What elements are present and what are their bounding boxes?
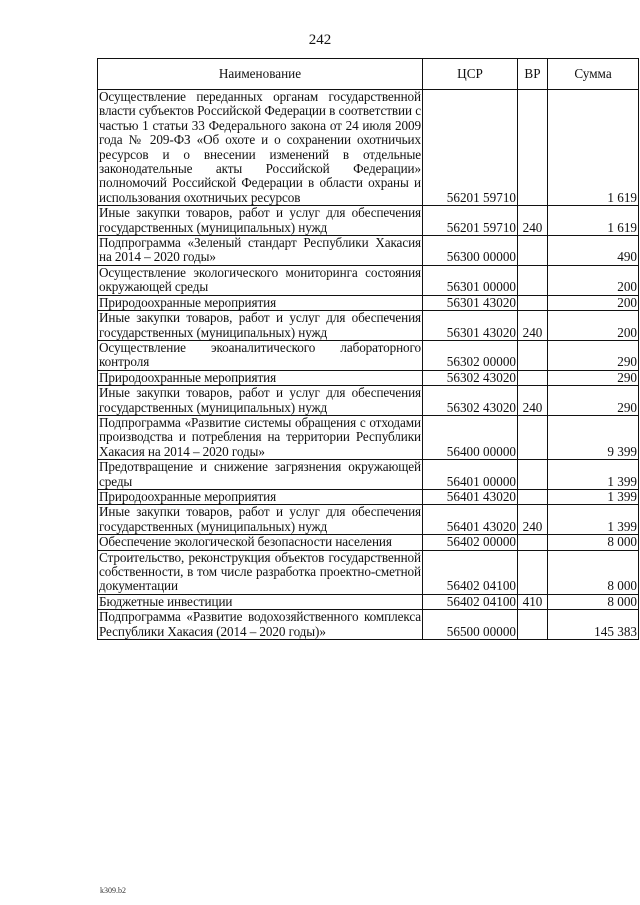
cell-vr: [518, 295, 548, 310]
cell-name: Природоохранные мероприятия: [98, 489, 423, 504]
cell-sum: 290: [548, 386, 639, 416]
page-number: 242: [308, 32, 332, 48]
table-row: [98, 386, 639, 416]
cell-sum: 8 000: [548, 550, 639, 594]
cell-csr: 56302 43020: [423, 370, 518, 385]
cell-csr: 56400 00000: [423, 415, 518, 459]
cell-vr: [518, 265, 548, 295]
header-sum: Сумма: [548, 59, 639, 90]
cell-csr: 56302 00000: [423, 340, 518, 370]
table-header-row: [98, 59, 639, 90]
cell-vr: 240: [518, 311, 548, 341]
cell-csr: 56201 59710: [423, 90, 518, 206]
footer-mark: k309.b2: [100, 886, 126, 895]
cell-csr: 56401 43020: [423, 489, 518, 504]
cell-name: Строительство, реконструкция объектов государственной собственности, в том числе разработка проектно-сметной документации: [99, 549, 421, 594]
cell-sum: 290: [548, 370, 639, 385]
cell-sum: 200: [548, 265, 639, 295]
cell-sum: 1 619: [548, 90, 639, 206]
table-row: [98, 594, 639, 609]
cell-name: Осуществление переданных органам государственной власти субъектов Российской Федерации в соответствии с частью 1 статьи 33 Федерального закона от 24 июля 2009 года № 209-ФЗ «Об охоте и о сохранении охотничьих ресурсов и о внесении изменений в отдельные законодательные акты Российской Федерации» полномочий Российской Федерации в области охраны и использования охотничьих ресурсов: [99, 89, 421, 205]
cell-csr: 56301 43020: [423, 311, 518, 341]
cell-sum: 200: [548, 295, 639, 310]
table-row: [98, 505, 639, 535]
cell-vr: [518, 610, 548, 640]
cell-vr: [518, 90, 548, 206]
cell-sum: 145 383: [548, 610, 639, 640]
cell-name: Природоохранные мероприятия: [98, 370, 423, 385]
header-vr: ВР: [518, 59, 548, 90]
cell-name: Иные закупки товаров, работ и услуг для обеспечения государственных (муниципальных) нужд: [99, 385, 421, 415]
cell-sum: 490: [548, 236, 639, 266]
cell-sum: 8 000: [548, 594, 639, 609]
table-row: [98, 311, 639, 341]
cell-vr: [518, 415, 548, 459]
cell-name: Осуществление экоаналитического лабораторного контроля: [99, 339, 421, 370]
cell-csr: 56500 00000: [423, 610, 518, 640]
cell-name: Подпрограмма «Развитие системы обращения с отходами производства и потребления на территории Республики Хакасия на 2014 – 2020 годы»: [99, 414, 421, 459]
cell-vr: 240: [518, 206, 548, 236]
cell-csr: 56402 04100: [423, 550, 518, 594]
cell-name: Иные закупки товаров, работ и услуг для обеспечения государственных (муниципальных) нужд: [99, 205, 421, 235]
cell-sum: 1 399: [548, 505, 639, 535]
cell-vr: 240: [518, 505, 548, 535]
table-row: [98, 460, 639, 490]
table-row: [98, 265, 639, 295]
table-row: [98, 610, 639, 640]
table-row: [98, 236, 639, 266]
cell-csr: 56201 59710: [423, 206, 518, 236]
cell-name: Осуществление экологического мониторинга состояния окружающей среды: [99, 264, 421, 295]
cell-csr: 56402 04100: [423, 594, 518, 609]
cell-sum: 9 399: [548, 415, 639, 459]
cell-vr: [518, 550, 548, 594]
table-row: [98, 206, 639, 236]
cell-vr: [518, 460, 548, 490]
table-row: [98, 489, 639, 504]
cell-vr: [518, 535, 548, 550]
cell-name: Иные закупки товаров, работ и услуг для обеспечения государственных (муниципальных) нужд: [99, 310, 421, 340]
header-name: Наименование: [98, 59, 423, 90]
cell-sum: 200: [548, 311, 639, 341]
table-row: [98, 90, 639, 206]
table-row: [98, 340, 639, 370]
cell-name: Предотвращение и снижение загрязнения окружающей среды: [99, 459, 421, 489]
table-row: [98, 550, 639, 594]
cell-name: Иные закупки товаров, работ и услуг для обеспечения государственных (муниципальных) нужд: [99, 504, 421, 534]
cell-sum: 1 619: [548, 206, 639, 236]
cell-sum: 1 399: [548, 489, 639, 504]
cell-csr: 56402 00000: [423, 535, 518, 550]
cell-csr: 56301 43020: [423, 295, 518, 310]
cell-vr: 410: [518, 594, 548, 609]
cell-vr: [518, 370, 548, 385]
cell-name: Обеспечение экологической безопасности населения: [98, 535, 423, 550]
cell-sum: 8 000: [548, 535, 639, 550]
cell-name: Природоохранные мероприятия: [98, 295, 423, 310]
table-row: [98, 535, 639, 550]
cell-csr: 56302 43020: [423, 386, 518, 416]
budget-table: [97, 58, 639, 640]
cell-vr: 240: [518, 386, 548, 416]
cell-name: Бюджетные инвестиции: [98, 594, 423, 609]
cell-vr: [518, 489, 548, 504]
cell-csr: 56401 43020: [423, 505, 518, 535]
cell-csr: 56300 00000: [423, 236, 518, 266]
cell-csr: 56401 00000: [423, 460, 518, 490]
cell-sum: 1 399: [548, 460, 639, 490]
table-row: [98, 370, 639, 385]
cell-csr: 56301 00000: [423, 265, 518, 295]
cell-sum: 290: [548, 340, 639, 370]
cell-vr: [518, 236, 548, 266]
table-row: [98, 295, 639, 310]
cell-name: Подпрограмма «Развитие водохозяйственного комплекса Республики Хакасия (2014 – 2020 годы)»: [99, 609, 421, 639]
header-csr: ЦСР: [423, 59, 518, 90]
table-row: [98, 415, 639, 459]
cell-vr: [518, 340, 548, 370]
cell-name: Подпрограмма «Зеленый стандарт Республики Хакасия на 2014 – 2020 годы»: [99, 235, 421, 265]
